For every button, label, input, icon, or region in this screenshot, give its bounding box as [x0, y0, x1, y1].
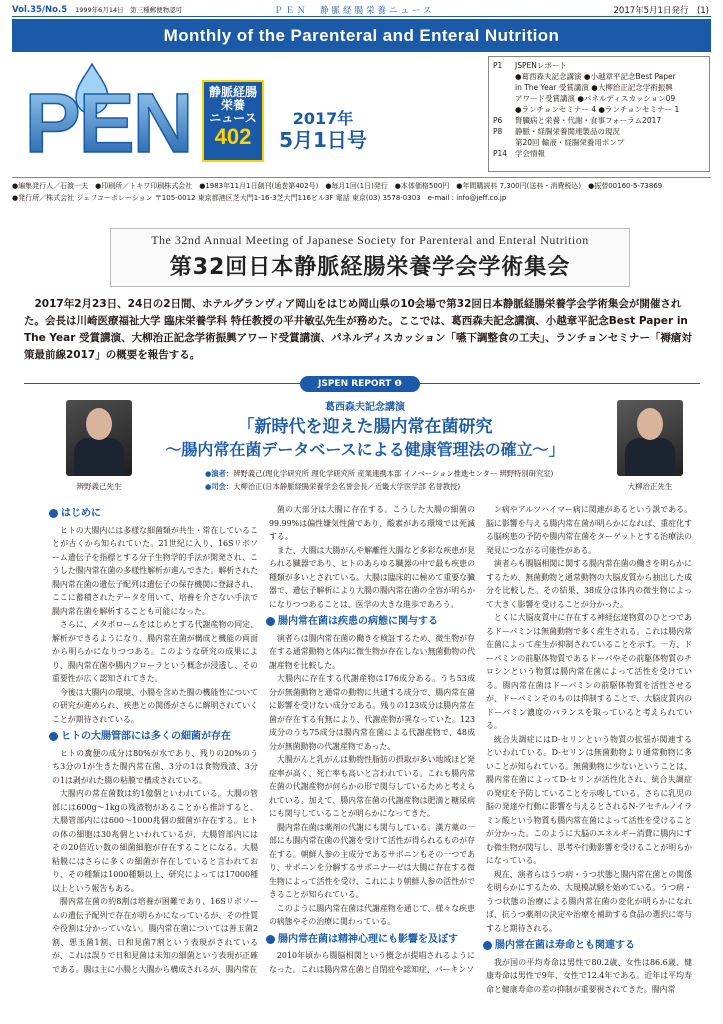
body-paragraph: さらに、メタボロームをはじめとする代謝産物の同定、解析ができるようになり、腸内常在菌が構成と機能の両面から明らかになりつつある。このような研究の成果により、腸内常在菌や腸内フローラという概念が浸透し、その重要性が広く認知されてきた。 — [52, 620, 258, 683]
news-badge — [202, 80, 264, 162]
section-heading — [49, 730, 258, 744]
body-paragraph: 腸内常在菌の約8割は培養が困難であり、16Sリボソームの遺伝子配列で存在が明らかになっているが、その性質や役割は分かっていない。腸内常在菌については善玉菌2割、悪玉菌1割、日和見菌7割という表現がされているが、これは誤りで日和見菌は未知の細菌という表現が正確である。腸は主に小腸と大腸から構成されるが、腸内常在 — [52, 897, 258, 974]
body-paragraph: 大腸がんと乳がんは動物性脂肪の摂取が多い地域ほど発症率が高く、死亡率も高いと言われている。これも腸内常在菌の代謝産物が何らかの形で関与しているためと考えられている。加えて、腸内常在菌の代謝産物は肥満と糖尿病にも関与していることが明らかになってきた。 — [269, 755, 475, 818]
toc-page — [493, 71, 515, 82]
intro-paragraph: 2017年2月23日、24日の2日間、ホテルグランヴィア岡山をはじめ岡山県の10会場で第32回日本静脈経腸栄養学会学術集会が開催された。会長は川崎医療福祉大学 臨床栄養学科 特任教授の平井敏弘先生が務めた。ここでは、葛西森夫記念講演、小越章平記念Best Paper in The Year 受賞講演、大柳治正記念学術振興アワード受賞講演、パネルディスカッション「嚥下調整食の工夫」、ランチョンセミナー「褥瘡対策最前線2017」の概要を報告する。 — [24, 298, 692, 361]
svg-text:PEN: PEN — [24, 76, 192, 158]
lecture-heading — [145, 398, 585, 461]
toc-item — [493, 126, 705, 137]
postal-permit: 1999年6月14日 第三種郵便物認可 — [75, 6, 183, 14]
badge-number: 402 — [214, 124, 252, 149]
issue-month: 5月1日号 — [279, 128, 367, 152]
body-paragraph: 2010年頃から腸脳相関という概念が提唱されるようになった。これは腸内常在菌と自閉症や認知症、パーキンソ — [269, 951, 475, 974]
body-paragraph: とくに大脳皮質中に存在する神経伝達物質のひとつであるドーパミンは無菌動物で多く産生される。これは腸内常在菌によって産生が抑制されていることを示す。一方、ドーパミンの前駆体物質であるドーパやその前駆体物質のチロシンという物質は腸内常在菌によって活性を受けている。腸内常在菌はドーパミンの前駆体物質を活性させるが、ドーパミンそのものは抑制することで、大脳皮質内のドーパミン濃度のバランスを取っていると考えられている。 — [486, 613, 692, 730]
toc-text: 学会情報 — [515, 149, 545, 158]
colophon — [12, 177, 711, 204]
monthly-banner: Monthly of the Parenteral and Enteral Nutrition — [12, 19, 711, 52]
section-heading-text: はじめに — [61, 508, 101, 519]
toc-text: アワード受賞講演 ●パネルディスカッション09 — [515, 94, 676, 103]
volume-number: Vol.35/No.5 — [12, 4, 68, 15]
issue-date-page: 2017年5月1日発行 (1) — [613, 5, 709, 16]
section-heading-text: ヒトの大腸管部には多くの細菌が存在 — [61, 731, 231, 742]
toc-page — [493, 93, 515, 104]
toc-item — [493, 60, 705, 71]
toc-page: P1 — [493, 61, 503, 70]
body-paragraph: 現在、演者らはうつ病・うつ状態と腸内常在菌との関係を明らかにするため、大規模試験を始めている。うつ病・うつ状態の治療による腸内常在菌の変化が明らかになれば、抗うつ薬剤の決定や治療を補助する食品の選択に寄与すると期待される。 — [486, 869, 692, 933]
section-heading — [483, 939, 692, 953]
toc-item — [493, 115, 705, 126]
section-heading — [49, 507, 258, 521]
table-of-contents — [488, 56, 710, 172]
colophon-line-2: ●発行所／株式会社 ジェフコーポレーション 〒105-0012 東京都港区芝大門1-16-3芝大門116ビル3F 電話 東京(03) 3578-0303 e-mail : info@jeff.co.jp — [12, 194, 507, 202]
lecture-credits — [205, 467, 625, 493]
toc-text: 静脈・経腸栄養関連製品の現況 — [515, 127, 620, 136]
body-paragraph: 我が国の平均寿命は男性で80.2歳、女性は86.6歳、健康寿命は男性で9年、女性で12.4年である。近年は平均寿命と健康寿命の差の抑制が重要視されてきた。腸内常 — [486, 957, 692, 994]
body-paragraph: 演者らも腸脳相関に関する腸内常在菌の働きを明らかにするため、無菌動物と通常動物の大脳皮質から抽出した成分を比較した。その結果、38成分は体内の微生物によって大きく影響を受けることが分かった。 — [486, 559, 692, 609]
speaker-photo-caption: 辨野義己先生 — [76, 482, 122, 491]
toc-item — [493, 82, 705, 93]
toc-item — [493, 148, 705, 159]
badge-line-1: 静脈経腸栄養 — [208, 85, 257, 112]
toc-text: ●ランチョンセミナー 4 ●ランチョンセミナー 1 — [515, 105, 680, 114]
toc-text: ●葛西森夫記念講演 ●小越章平記念Best Paper — [515, 72, 676, 81]
speaker-label: ●演者： — [205, 469, 234, 478]
lecture-title-line-2: ～腸内常在菌データベースによる健康管理法の確立～」 — [165, 440, 565, 459]
toc-text: 腎臓病と栄養・代謝・食事フォーラム2017 — [515, 116, 662, 125]
body-paragraph: 菌の大部分は大腸に存在する。こうした大腸の細菌の99.99%は偏性嫌気性菌であり、酸素がある環境では死滅する。 — [269, 505, 475, 541]
body-paragraph: ン病やアルツハイマー病に関連があるという説である。脳に影響を与える腸内常在菌が明らかになれば、重症化する脳疾患の予防や腸内常在菌をターゲットとする治療法の発見につながる可能性がある。 — [486, 505, 692, 555]
chair-photo-caption: 大柳治正先生 — [627, 482, 673, 491]
bullet-icon — [266, 617, 275, 626]
toc-page: P6 — [493, 116, 503, 125]
toc-page: P8 — [493, 127, 503, 136]
section-heading-text: 腸内常在菌は疾患の病態に関与する — [278, 616, 438, 627]
bullet-icon — [49, 732, 58, 741]
event-title-english: The 32nd Annual Meeting of Japanese Society for Parenteral and Enteral Nutrition — [151, 233, 589, 247]
event-title-japanese: 第32回日本静脈経腸栄養学会学術集会 — [169, 255, 571, 280]
toc-page: P14 — [493, 149, 508, 158]
body-paragraph: ヒトの糞便の成分は80%が水であり、残りの20%のうち3分の1が生きた腸内常在菌、3分の1は食物残渣、3分の1は剥がれた腸の粘膜で構成されている。 — [52, 748, 258, 785]
body-paragraph: 大腸内の常在菌数は約1億個といわれている。大腸の管部には600g～1kgの残渣物があることから推計すると、大腸管部内には600～1000兆個の細菌が存在する。ヒトの体の細胞は30兆個といわれているが、大腸管部内にはその20倍近い数の細菌細胞が存在することになる。大腸粘膜にはさらに多くの細菌が存在していると言われており、その種類は1000種類以上、研究によっては17000種以上という報告もある。 — [52, 789, 258, 893]
bullet-icon — [266, 935, 275, 944]
speaker-name: 辨野義己(理化学研究所 理化学研究所 産業連携本部 イノベーション推進センター 辨野特別研究室) — [233, 469, 554, 478]
section-heading-text: 腸内常在菌は寿命とも関連する — [495, 940, 635, 951]
toc-page — [493, 137, 515, 148]
section-heading — [266, 615, 475, 629]
toc-text: 第20回 輸液・経腸栄養用ポンプ — [515, 138, 625, 147]
toc-page — [493, 82, 515, 93]
toc-item — [493, 93, 705, 104]
lecture-title-line-1: 「新時代を迎えた腸内常在菌研究 — [237, 417, 493, 437]
toc-page — [493, 104, 515, 115]
chair-name: 大柳治正(日本静脈経腸栄養学会名誉会長／近畿大学医学部 名誉教授) — [233, 482, 461, 491]
body-paragraph: このように腸内常在菌は代謝産物を通じて、様々な疾患の病態やその治療に関わっている。 — [269, 903, 475, 926]
report-label: JSPEN REPORT ❶ — [300, 376, 420, 392]
body-paragraph: 演者らは腸内常在菌の働きを検証するため、微生物が存在する通常動物と体内に微生物が存在しない無菌動物の代謝産物を比較した。 — [269, 633, 475, 670]
event-title-box — [110, 228, 630, 287]
toc-text: in The Year 受賞講演 ●大柳治正記念学術振興 — [515, 83, 673, 92]
body-paragraph: 今後は大腸内の環境、小腸を含めた腸の機能性についての研究が進められ、疾患との関係がさらに解明されていくことが期待されている。 — [52, 687, 258, 724]
badge-line-2: ニュース — [209, 111, 257, 125]
lecture-type: 葛西森夫記念講演 — [325, 402, 405, 413]
speaker-photo — [66, 400, 132, 476]
body-paragraph: 腸内常在菌は薬剤の代謝にも関与している。漢方薬の一部にも腸内常在菌の代謝を受けて活性が得られるものが存在する。朝鮮人参の主成分であるサポニンもその一つであり、サポニンを分解するサポニナーゼは大腸に存在する微生物によって活性を受け、これにより朝鮮人参の活性ができることが知られている。 — [269, 822, 475, 899]
bullet-icon — [49, 509, 58, 518]
article-column-1 — [52, 503, 258, 976]
section-heading-text: 腸内常在菌は精神心理にも影響を及ぼす — [278, 933, 458, 945]
issue-year: 2017年 — [292, 109, 354, 128]
toc-item — [493, 137, 705, 148]
bullet-icon — [483, 941, 492, 950]
article-column-2 — [269, 503, 475, 976]
masthead-text: ＰＥＮ 静脈経腸栄養ニュース — [274, 5, 435, 16]
section-heading — [266, 933, 475, 947]
body-paragraph: 統合失調症にはD-セリンという物質の拡張が関連するといわれている。D-セリンは無菌動物より通常動物に多いことが知られている。無菌動物に少ないということは、腸内常在菌によってD-セリンが活性化され、統合失調症の発症を予防していることを示唆している。さらに乳児の脳の発達や行動に影響を与えるとされるN-アセチルノイラミン酸という物質も腸内常在菌によって活性を受けることが分かった。このように大脳のエネルギー消費に腸内にすむ微生物が関与し、思考や行動影響を受けることが明らかになっている。 — [486, 734, 692, 865]
chair-label: ●司会： — [205, 482, 234, 491]
toc-text: JSPENレポート — [515, 61, 567, 70]
body-paragraph: ヒトの大腸内には多様な細菌類が共生・常在していることが古くから知られていた。21世紀に入り、16Sリボソーム遺伝子を指標とする分子生物学的手法が開発され、こうした腸内常在菌の多様性解析が進んできた。解析された腸内常在菌の遺伝子配列は遺伝子の保存機関に登録され、ここに蓄積されたデータを用いて、培養を介さない手法で腸内常在菌を解析することも可能になった。 — [52, 525, 258, 616]
pen-logo — [14, 56, 202, 158]
body-paragraph: また、大腸は大腸がんや解離性大腸など多彩な疾患が見られる臓器であり、ヒトのあらゆる臓器の中で最も疾患の種類が多いとされている。大腸は臨床的に極めて重要な臓器で、遺伝子解析により大腸の腸内常在菌の全容が明らかになりつつあることは、医学の大きな進歩であろう。 — [269, 545, 475, 609]
article-column-3 — [486, 503, 692, 996]
top-info-line — [12, 3, 711, 17]
chair-photo — [617, 400, 683, 476]
toc-item — [493, 104, 705, 115]
colophon-line-1: ●編集発行人／石渡一夫 ●印刷所／トキワ印刷株式会社 ●1983年11月1日創刊(通巻第402号) ●毎月1回(1日)発行 ●本体価格500円 ●年間購読料 7,300円(送料・消費税込) ●振替00160-5-73869 — [12, 182, 663, 190]
toc-item — [493, 71, 705, 82]
body-paragraph: 大腸内に存在する代謝産物は176成分ある。うち53成分が無菌動物と通常の動物に共通する成分で、腸内常在菌に影響を受けない成分である。残りの123成分は腸内常在菌が存在する有無により、代謝産物が異なっていた。123成分のうち75成分は腸内常在菌による代謝産物で、48成分が無菌動物の代謝産物であった。 — [269, 674, 475, 751]
